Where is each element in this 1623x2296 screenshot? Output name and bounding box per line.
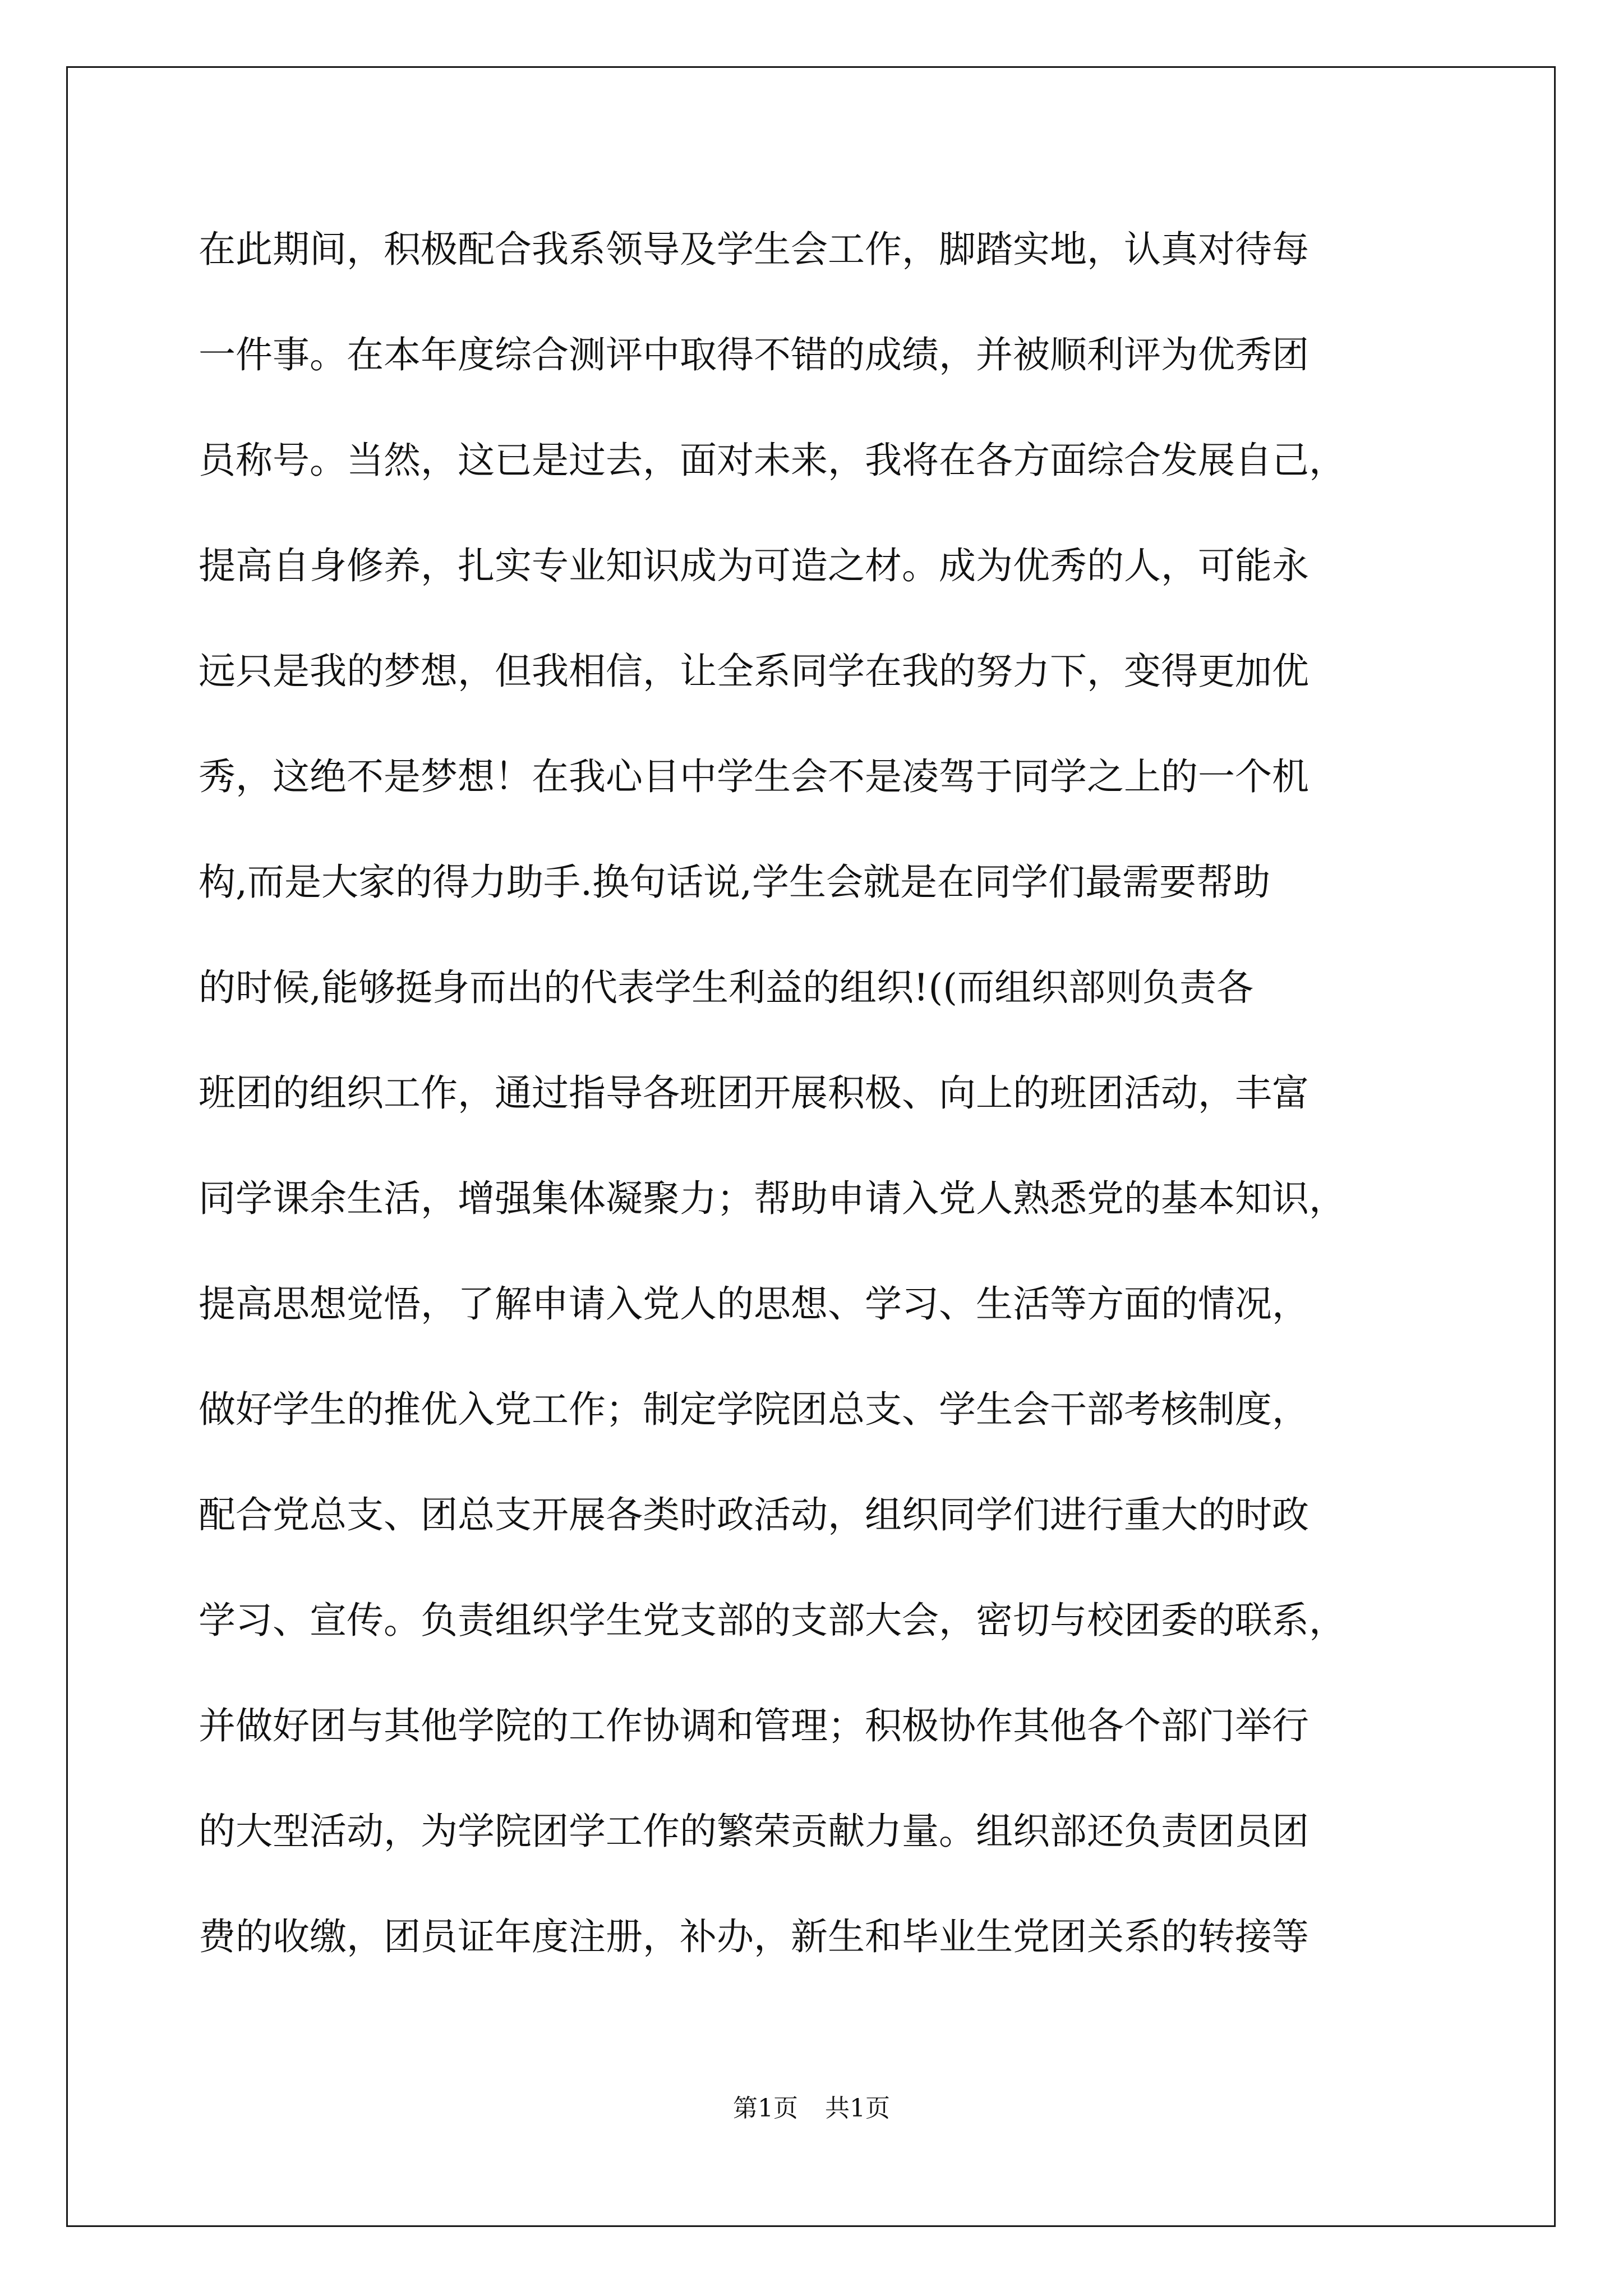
text-line: 学习、宣传。负责组织学生党支部的支部大会，密切与校团委的联系， <box>199 1599 1346 1642</box>
text-line: 提高自身修养，扎实专业知识成为可造之材。成为优秀的人，可能永 <box>199 544 1309 587</box>
text-line: 一件事。在本年度综合测评中取得不错的成绩，并被顺利评为优秀团 <box>199 333 1309 376</box>
text-line: 班团的组织工作，通过指导各班团开展积极、向上的班团活动，丰富 <box>199 1071 1309 1115</box>
text-line: 远只是我的梦想，但我相信，让全系同学在我的努力下，变得更加优 <box>199 650 1309 693</box>
text-line: 构,而是大家的得力助手.换句话说,学生会就是在同学们最需要帮助 <box>199 861 1270 904</box>
text-line: 并做好团与其他学院的工作协调和管理；积极协作其他各个部门举行 <box>199 1704 1309 1747</box>
text-line: 配合党总支、团总支开展各类时政活动，组织同学们进行重大的时政 <box>199 1493 1309 1536</box>
text-line: 做好学生的推优入党工作；制定学院团总支、学生会干部考核制度， <box>199 1388 1309 1431</box>
text-line: 的大型活动，为学院团学工作的繁荣贡献力量。组织部还负责团员团 <box>199 1810 1309 1853</box>
page-total: 共1页 <box>825 2094 890 2123</box>
text-line: 费的收缴，团员证年度注册，补办，新生和毕业生党团关系的转接等 <box>199 1915 1309 1958</box>
text-line: 同学课余生活，增强集体凝聚力；帮助申请入党人熟悉党的基本知识， <box>199 1177 1346 1220</box>
text-line: 秀，这绝不是梦想！在我心目中学生会不是凌驾于同学之上的一个机 <box>199 755 1309 798</box>
text-line: 在此期间，积极配合我系领导及学生会工作，脚踏实地，认真对待每 <box>199 228 1309 271</box>
page-number: 第1页 <box>733 2094 798 2123</box>
page-footer <box>0 2088 1623 2124</box>
document-body <box>199 213 1455 2006</box>
text-line: 提高思想觉悟，了解申请入党人的思想、学习、生活等方面的情况， <box>199 1282 1309 1326</box>
text-line: 的时候,能够挺身而出的代表学生利益的组织!((而组织部则负责各 <box>199 966 1253 1009</box>
text-line: 员称号。当然，这已是过去，面对未来，我将在各方面综合发展自己， <box>199 439 1346 482</box>
